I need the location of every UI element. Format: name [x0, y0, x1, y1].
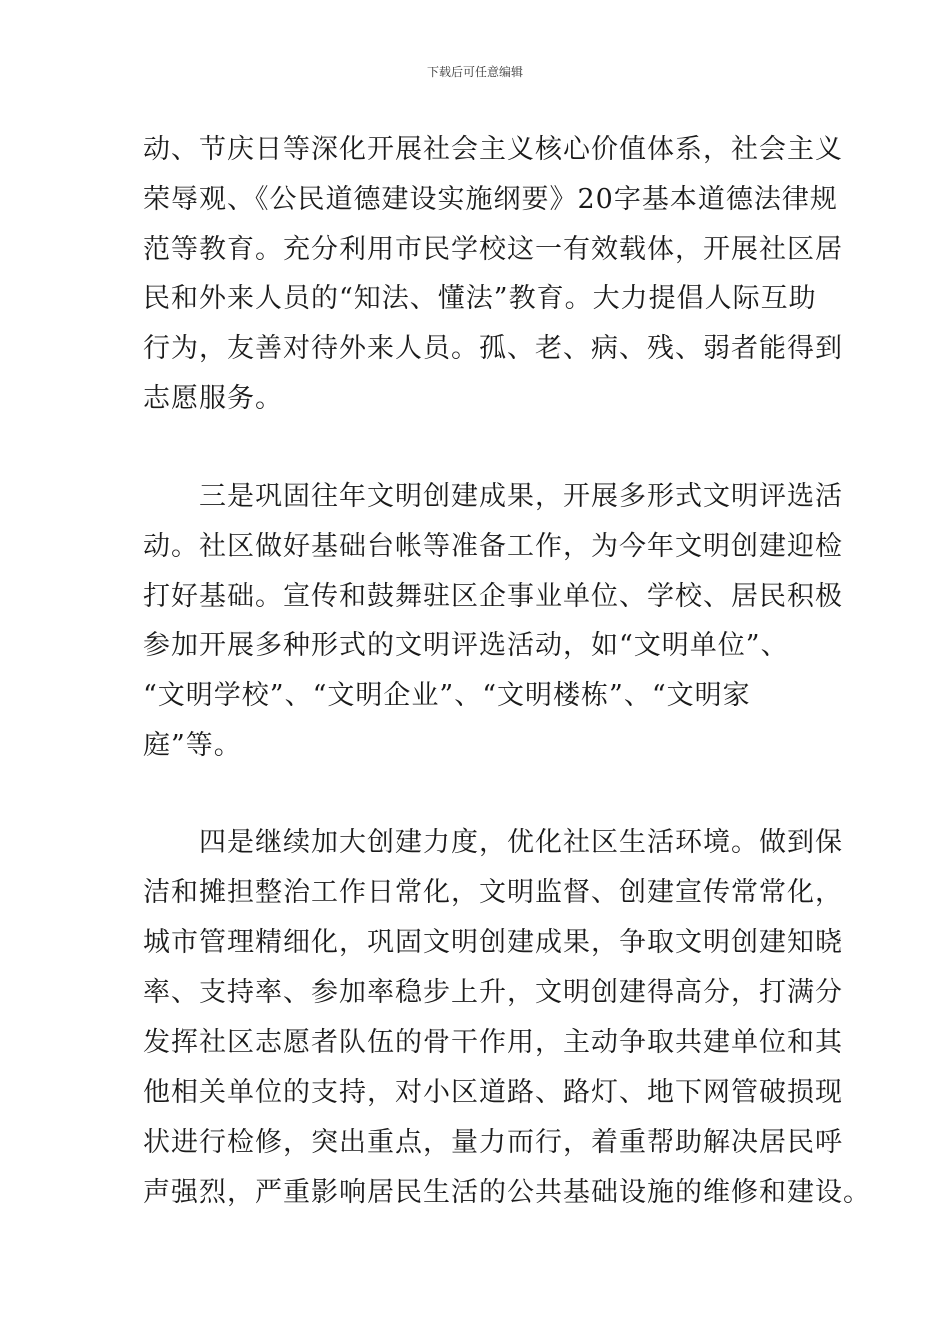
text-line: 庭”等。 [143, 730, 242, 761]
text-line: 荣辱观、《公民道德建设实施纲要》20字基本道德法律规 [143, 184, 838, 215]
page-header-note: 下载后可任意编辑 [426, 65, 523, 79]
text-line: 城市管理精细化，巩固文明创建成果，争取文明创建知晓 [143, 927, 843, 958]
text-line: 四是继续加大创建力度，优化社区生活环境。做到保 [199, 827, 843, 858]
text-line: 行为，友善对待外来人员。孤、老、病、残、弱者能得到 [143, 333, 843, 364]
text-line: 三是巩固往年文明创建成果，开展多形式文明评选活 [199, 481, 843, 512]
text-line: 状进行检修，突出重点，量力而行，着重帮助解决居民呼 [143, 1127, 843, 1158]
text-line: 洁和摊担整治工作日常化，文明监督、创建宣传常常化， [143, 877, 843, 908]
text-line: 发挥社区志愿者队伍的骨干作用，主动争取共建单位和其 [143, 1027, 843, 1058]
text-line: 率、支持率、参加率稳步上升，文明创建得高分，打满分 [143, 977, 843, 1008]
text-line: 动。社区做好基础台帐等准备工作，为今年文明创建迎检 [143, 531, 843, 562]
text-line: 参加开展多种形式的文明评选活动，如“文明单位”、 [143, 630, 789, 661]
text-line: “文明学校”、“文明企业”、“文明楼栋”、“文明家 [143, 680, 751, 711]
text-line: 动、节庆日等深化开展社会主义核心价值体系，社会主义 [143, 134, 843, 165]
text-line: 声强烈，严重影响居民生活的公共基础设施的维修和建设。 [143, 1177, 871, 1208]
text-line: 志愿服务。 [143, 383, 283, 414]
text-line: 民和外来人员的“知法、懂法”教育。大力提倡人际互助 [143, 283, 817, 314]
text-line: 范等教育。充分利用市民学校这一有效载体，开展社区居 [143, 234, 843, 265]
text-line: 他相关单位的支持，对小区道路、路灯、地下网管破损现 [143, 1077, 843, 1108]
text-line: 打好基础。宣传和鼓舞驻区企事业单位、学校、居民积极 [143, 581, 843, 612]
